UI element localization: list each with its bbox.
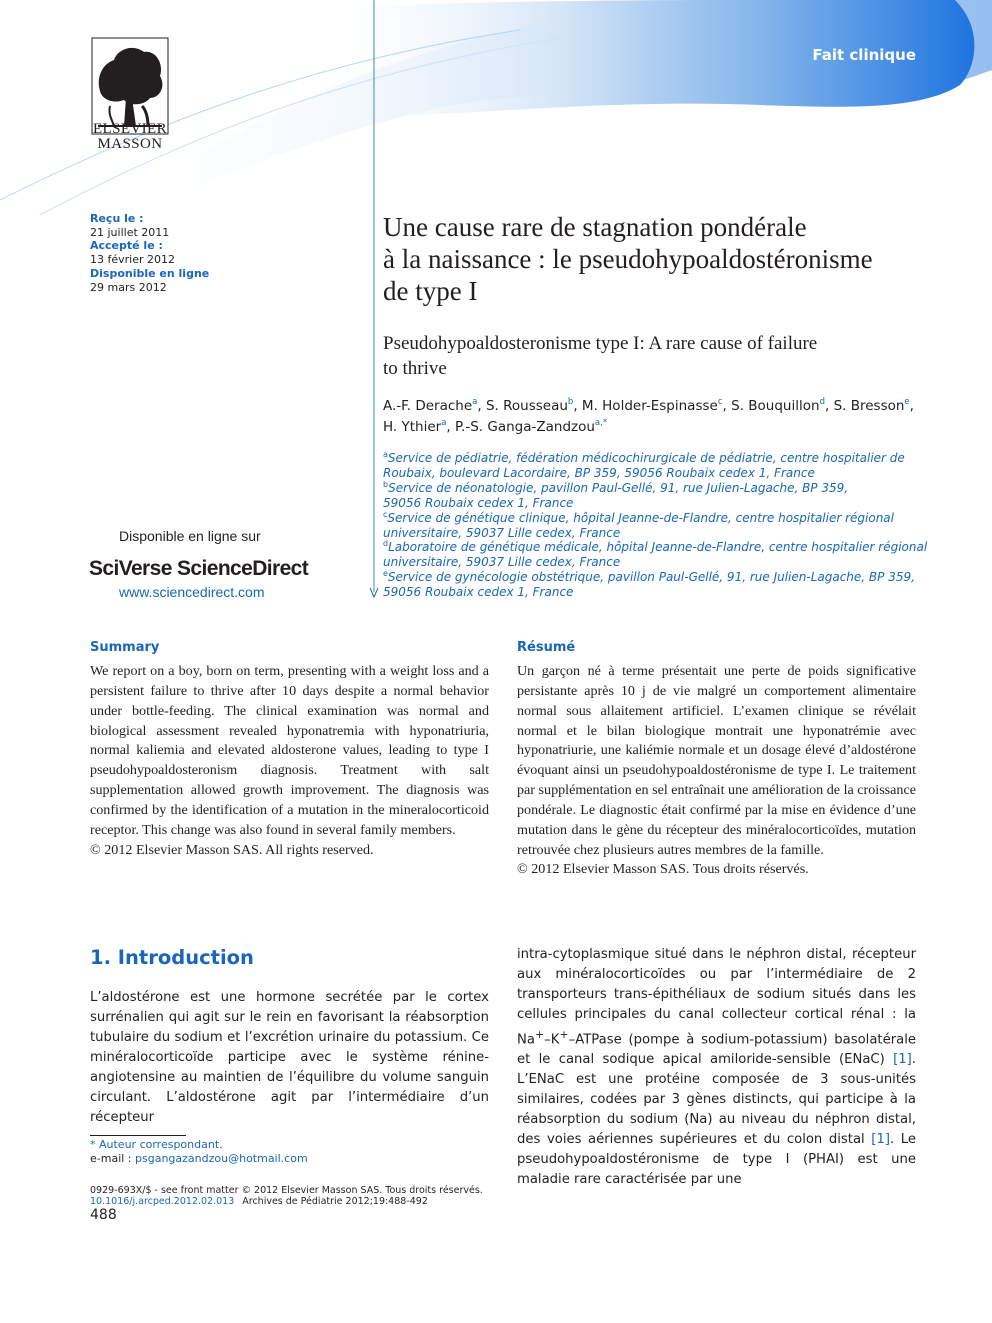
footnote-marker: * Auteur correspondant. xyxy=(90,1138,223,1151)
doi-line xyxy=(90,1196,428,1207)
sciencedirect-logo: SciVerse ScienceDirect xyxy=(89,557,309,580)
received-value: 21 juillet 2011 xyxy=(90,225,170,239)
issn-line: 0929-693X/$ - see front matter © 2012 Elsevier Masson SAS. Tous droits réservés. xyxy=(90,1185,483,1196)
affiliation-item: $^a$Service de pédiatrie, fédération médicochirurgicale de pédiatrie, centre hospitalier de Roubaix, boulevard Lacordaire, BP 359, 59056 Roubaix cedex 1, France xyxy=(383,450,905,480)
publisher-name-line2: MASSON xyxy=(97,136,163,152)
author[interactable]: S. Bresson$^e$ xyxy=(833,397,910,414)
resume-copyright: © 2012 Elsevier Masson SAS. Tous droits réservés. xyxy=(517,861,809,878)
title-line: à la naissance : le pseudohypoaldostéronisme xyxy=(383,244,873,274)
article-subtitle xyxy=(383,331,903,381)
introduction-right-column: intra-cytoplasmique situé dans le néphron distal, récepteur aux minéralocorticoïdes ou par l’intermédiaire de 2 transporteurs trans-épithéliaux de sodium situés dans les cellules principales du canal collecteur cortical rénal : la Na+–K+–ATPase (pompe à sodium-potassium) basolatérale et le canal sodique apical amiloride-sensible (ENaC) [1]. L’ENaC est une protéine composée de 3 sous-unités similaires, codées par 3 gènes distincts, qui participe à la réabsorption du sodium (Na) au niveau du néphron distal, des voies aériennes supérieures et du colon distal [1]. Le pseudohypoaldostéronisme de type I (PHAI) est une maladie rare caractérisée par une xyxy=(517,947,916,1188)
resume-body xyxy=(517,662,916,880)
reference-link[interactable]: [1] xyxy=(871,1132,890,1148)
doi-link[interactable]: 10.1016/j.arcped.2012.02.013 xyxy=(90,1196,235,1207)
author[interactable]: S. Rousseau$^b$ xyxy=(485,397,574,414)
summary-heading: Summary xyxy=(90,640,160,655)
summary-copyright: © 2012 Elsevier Masson SAS. All rights reserved. xyxy=(90,841,374,858)
summary-body xyxy=(90,662,489,860)
accepted-label: Accepté le : xyxy=(90,239,163,253)
article-title xyxy=(383,211,928,307)
affiliation-item: $^b$Service de néonatologie, pavillon Paul-Gellé, 91, rue Julien-Lagache, BP 359, 59056 Roubaix cedex 1, France xyxy=(383,479,849,510)
online-label: Disponible en ligne xyxy=(90,266,210,280)
resume-text: Un garçon né à terme présentait une perte de poids significative persistante après 10 j de vie malgré un comportement alimentaire normal sous allaitement artificiel. L’examen clinique se révélait normal et le bilan biologique montrait une hyponatrémie avec hyponatriurie, une kaliémie normale et un dosage élevé d’aldostérone évoquant ainsi un pseudohypoaldostéronisme de type I. Le traitement par supplémentation en sel entraînait une amélioration de la croissance pondérale. Le diagnostic était confirmé par la mise en évidence d’une mutation dans le gène du récepteur des minéralocorticoïdes, mutation retrouvée chez plusieurs autres membres de la famille. xyxy=(517,663,916,858)
reference-link[interactable]: [1] xyxy=(893,1052,912,1068)
accepted-value: 13 février 2012 xyxy=(90,253,176,267)
summary-text: We report on a boy, born on term, presenting with a weight loss and a persistent failure to thrive after 10 days despite a normal behavior under bottle-feeding. The clinical examination was normal and biological assessment revealed hyponatremia with hyponatriuria, normal kaliemia and elevated aldosterone values, leading to type I pseudohypoaldosteronism diagnosis. Treatment with salt supplementation allowed growth improvement. The diagnosis was confirmed by the identification of a mutation in the mineralocorticoid receptor. This change was also found in several family members. xyxy=(90,663,489,838)
title-line: Une cause rare de stagnation pondérale xyxy=(383,212,807,242)
author[interactable]: M. Holder-Espinasse$^c$ xyxy=(581,397,723,414)
introduction-heading: 1. Introduction xyxy=(90,946,254,969)
author[interactable]: A.-F. Derache$^a$ xyxy=(383,397,478,414)
affiliation-item: $^c$Service de génétique clinique, hôpital Jeanne-de-Flandre, centre hospitalier régional universitaire, 59037 Lille cedex, France xyxy=(383,509,894,540)
author[interactable]: S. Bouquillon$^d$ xyxy=(731,397,825,414)
publisher-name-line1: ELSEVIER xyxy=(92,121,168,137)
section-label: Fait clinique xyxy=(812,46,916,64)
article-dates xyxy=(90,212,209,294)
received-label: Reçu le : xyxy=(90,212,144,225)
subtitle-line: to thrive xyxy=(383,358,447,379)
journal-reference: Archives de Pédiatrie 2012;19:488-492 xyxy=(242,1196,428,1207)
page-number: 488 xyxy=(90,1207,117,1223)
available-online-label: Disponible en ligne sur xyxy=(119,528,261,544)
author[interactable]: H. Ythier$^a$ xyxy=(383,418,447,435)
author[interactable]: P.-S. Ganga-Zandzou$^{a,*}$ xyxy=(455,418,608,435)
email-label: e-mail : xyxy=(90,1152,136,1165)
author-email-link[interactable]: psgangazandzou@hotmail.com xyxy=(135,1152,308,1165)
divider-arrow-icon xyxy=(368,220,380,600)
title-line: de type I xyxy=(383,276,478,306)
affiliation-item: $^e$Service de gynécologie obstétrique, pavillon Paul-Gellé, 91, rue Julien-Lagache, BP 359, 59056 Roubaix cedex 1, France xyxy=(383,569,915,600)
affiliation-item: $^d$Laboratoire de génétique médicale, hôpital Jeanne-de-Flandre, centre hospitalier régional universitaire, 59037 Lille cedex, France xyxy=(383,539,928,570)
introduction-left-column: L’aldostérone est une hormone secrétée par le cortex surrénalien qui agit sur le rein en favorisant la réabsorption tubulaire du sodium et l’excrétion urinaire du potassium. Ce minéralocorticoïde participe avec le système rénine-angiotensine au maintien de l’équilibre du volume sanguin circulant. L’aldostérone agit par l’intermédiaire d’un récepteur xyxy=(90,990,489,1125)
subtitle-line: Pseudohypoaldosteronisme type I: A rare cause of failure xyxy=(383,333,818,354)
affiliation-list xyxy=(383,451,928,600)
corresponding-author-footnote xyxy=(90,1138,308,1166)
footnote-divider xyxy=(90,1135,186,1136)
author-list: A.-F. Derache$^a$, S. Rousseau$^b$, M. Holder-Espinasse$^c$, S. Bouquillon$^d$, S. Bresson$^e$, H. Ythier$^a$, P.-S. Ganga-Zandzou$^{a,*}$ xyxy=(383,397,914,435)
online-value: 29 mars 2012 xyxy=(90,280,167,294)
resume-heading: Résumé xyxy=(517,640,576,655)
sciencedirect-link[interactable]: www.sciencedirect.com xyxy=(119,584,265,600)
